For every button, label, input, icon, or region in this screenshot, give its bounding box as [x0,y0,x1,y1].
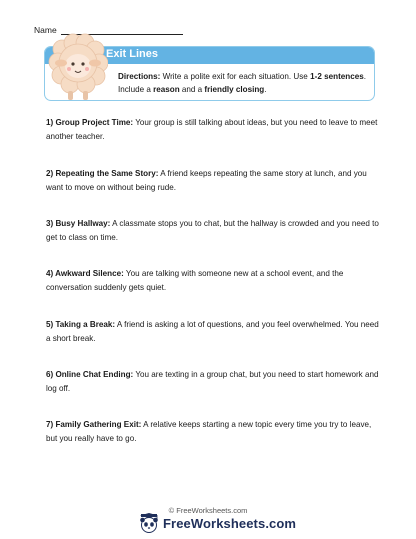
question-lead: 4) Awkward Silence: [46,269,124,278]
question-text: A friend is asking a lot of questions, and you feel overwhelmed. You need a short break. [46,320,379,343]
directions-part-1: Write a polite exit for each situation. Use [160,72,311,81]
question-text: A relative keeps starting a new topic every time you try to leave, but you really have to go. [46,420,372,443]
question-item-7 [46,418,380,445]
question-item-3 [46,217,380,244]
footer-brand[interactable] [138,513,296,533]
name-label: Name [34,25,57,35]
question-text: A classmate stops you to chat, but the hallway is crowded and you need to get to class on time. [46,219,379,242]
question-lead: 1) Group Project Time: [46,118,134,127]
directions-label: Directions: [118,72,161,81]
question-lead: 3) Busy Hallway: [46,219,111,228]
question-lead: 2) Repeating the Same Story: [46,169,159,178]
question-item-4 [46,267,380,294]
directions-text [118,70,366,96]
footer-brand-text: FreeWorksheets.com [163,515,297,531]
question-item-5 [46,318,380,345]
directions-bold-2: reason [153,85,180,94]
question-item-1 [46,116,380,143]
directions-bold-3: friendly closing [204,85,265,94]
footer-copyright: © FreeWorksheets.com [168,506,248,515]
question-item-6 [46,368,380,395]
directions-part-4: . [264,85,267,94]
question-text: A friend keeps repeating the same story at lunch, and you want to move on without being rude. [46,169,367,192]
question-text: Your group is still talking about ideas, but you need to leave to meet another teacher. [46,118,378,141]
sheep-mascot-icon [48,33,108,103]
page-title: Exit Lines [106,48,158,60]
question-text: You are texting in a group chat, but you need to start homework and log off. [46,370,379,393]
question-text: You are talking with someone new at a school event, and the conversation suddenly gets quiet. [46,269,344,292]
directions-bold-1: 1-2 sentences [310,72,364,81]
directions-part-3: and a [179,85,205,94]
question-item-2 [46,167,380,194]
directions-part-2: . Include a [118,72,366,94]
question-lead: 7) Family Gathering Exit: [46,420,142,429]
question-lead: 5) Taking a Break: [46,320,116,329]
panda-logo-icon [138,513,160,533]
question-lead: 6) Online Chat Ending: [46,370,134,379]
